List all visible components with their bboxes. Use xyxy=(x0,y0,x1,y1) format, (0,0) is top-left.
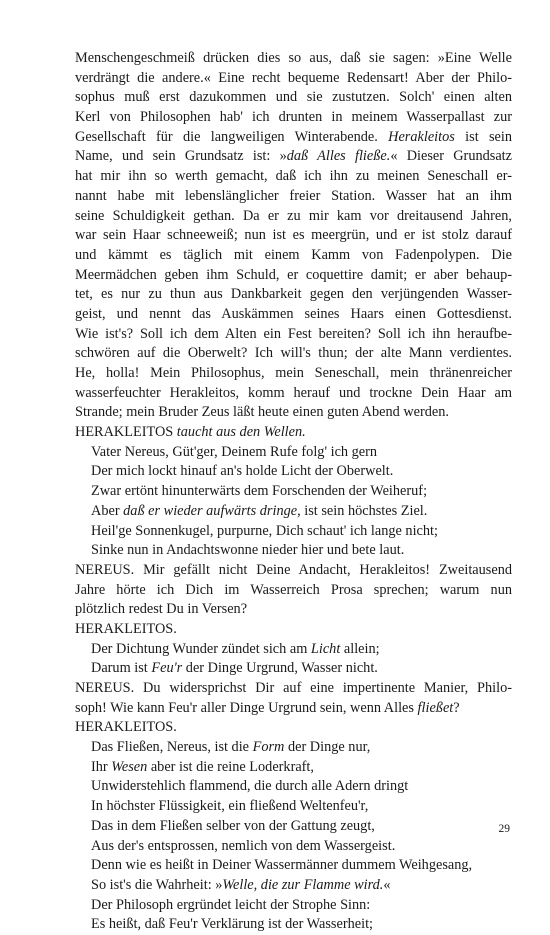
text-line xyxy=(75,69,512,89)
text-run: « xyxy=(383,876,391,893)
text-line xyxy=(75,187,512,207)
italic-text: Herakleitos xyxy=(388,128,455,145)
text-line xyxy=(75,364,512,384)
verse-line xyxy=(75,502,512,522)
text-line xyxy=(75,600,512,620)
text-run: der Dinge nur, xyxy=(284,739,371,756)
text-run: Der Dichtung Wunder zündet sich am xyxy=(91,640,311,657)
text-line xyxy=(75,620,512,640)
text-line xyxy=(75,679,512,699)
italic-text: Licht xyxy=(310,640,341,657)
body-text xyxy=(75,49,512,935)
text-run: Aber xyxy=(91,502,124,519)
text-line xyxy=(75,128,512,148)
text-run: Aus der's entsprossen, nemlich von dem Wassergeist. xyxy=(91,837,396,854)
italic-text: Wesen xyxy=(111,758,148,775)
text-run: Ihr xyxy=(91,758,112,775)
verse-line xyxy=(75,797,512,817)
text-line xyxy=(75,699,512,719)
verse-line xyxy=(75,896,512,916)
text-run: He, holla! Mein Philosophus, mein Seneschall, mein thränenreicher xyxy=(75,365,512,381)
text-run: und kämmt es täglich mit einem Kamm von Fadenpolypen. Die xyxy=(75,246,512,263)
text-line xyxy=(75,718,512,738)
text-run: Sinke nun in Andachtswonne nieder hier und bete laut. xyxy=(91,542,405,559)
verse-line xyxy=(75,837,512,857)
text-line xyxy=(75,167,512,187)
verse-line xyxy=(75,876,512,896)
text-line xyxy=(75,403,512,423)
text-run: Wie ist's? Soll ich dem Alten ein Fest bereiten? Soll ich ihn heraufbe- xyxy=(75,325,512,342)
verse-line xyxy=(75,522,512,542)
text-line xyxy=(75,246,512,266)
page-number: 29 xyxy=(498,823,510,835)
text-run: HERAKLEITOS. xyxy=(75,719,177,736)
text-run: HERAKLEITOS. xyxy=(75,620,177,637)
text-run: NEREUS. Du widersprichst Dir auf eine impertinente Manier, Philo- xyxy=(75,680,512,696)
text-run: Es heißt, daß Feu'r Verklärung ist der Wasserheit; xyxy=(91,916,374,933)
text-line xyxy=(75,266,512,286)
text-line xyxy=(75,423,512,443)
text-run: hat mir ihn so werth gemacht, daß ich ihn zu meinen Seneschall er- xyxy=(75,168,512,185)
verse-line xyxy=(75,443,512,463)
text-run: Das Fließen, Nereus, ist die xyxy=(91,739,253,756)
text-run: Vater Nereus, Güt'ger, Deinem Rufe folg' ich gern xyxy=(91,443,378,460)
text-line xyxy=(75,581,512,601)
text-line xyxy=(75,108,512,128)
verse-line xyxy=(75,482,512,502)
italic-text: Feu'r xyxy=(151,660,183,677)
verse-line xyxy=(75,659,512,679)
text-run: soph! Wie kann Feu'r aller Dinge Urgrund sein, wenn Alles xyxy=(75,699,418,716)
verse-line xyxy=(75,817,512,837)
text-line xyxy=(75,384,512,404)
text-run: der Dinge Urgrund, Wasser nicht. xyxy=(182,660,378,677)
text-line xyxy=(75,147,512,167)
italic-text: taucht aus den Wellen. xyxy=(176,424,306,441)
italic-text: Welle, die zur Flamme wird. xyxy=(222,876,384,893)
text-run: sophus muß erst dazukommen und sie zustutzen. Solch' einen alten xyxy=(75,89,512,106)
text-run: Heil'ge Sonnenkugel, purpurne, Dich schaut' ich lange nicht; xyxy=(91,522,438,539)
text-run: Strande; mein Bruder Zeus läßt heute einen guten Abend werden. xyxy=(75,404,449,421)
italic-text: daß er wieder aufwärts dringe xyxy=(123,502,298,519)
text-run: Denn wie es heißt in Deiner Wassermänner dummem Weihgesang, xyxy=(91,857,473,874)
text-line xyxy=(75,49,512,69)
text-run: HERAKLEITOS xyxy=(75,424,177,441)
text-run: aber ist die reine Loderkraft, xyxy=(147,758,314,775)
text-run: « Dieser Grundsatz xyxy=(390,148,512,165)
text-line xyxy=(75,88,512,108)
text-line xyxy=(75,325,512,345)
text-run: Der mich lockt hinauf an's holde Licht der Oberwelt. xyxy=(91,463,394,480)
text-line xyxy=(75,226,512,246)
text-line xyxy=(75,305,512,325)
verse-line xyxy=(75,640,512,660)
text-run: Menschengeschmeiß drücken dies so aus, daß sie sagen: »Eine Welle xyxy=(75,50,512,66)
verse-line xyxy=(75,777,512,797)
text-run: Darum ist xyxy=(91,660,152,677)
verse-line xyxy=(75,856,512,876)
text-run: Das in dem Fließen selber von der Gattung zeugt, xyxy=(91,817,375,834)
text-run: schwören auf die Oberwelt? Ich will's thun; der alte Mann verdientes. xyxy=(75,345,512,362)
verse-line xyxy=(75,541,512,561)
text-run: war sein Haar schneeweiß; nun ist es meergrün, und er ist stolz darauf xyxy=(75,227,512,244)
text-run: So ist's die Wahrheit: » xyxy=(91,876,223,893)
italic-text: Form xyxy=(252,739,285,756)
text-run: , ist sein höchstes Ziel. xyxy=(297,502,428,519)
italic-text: daß Alles fließe. xyxy=(286,148,391,165)
text-run: Zwar ertönt hinunterwärts dem Forschenden der Weiheruf; xyxy=(91,483,428,500)
text-run: nannt habe mit lebenslänglicher freier Station. Wasser hat an ihm xyxy=(75,187,512,204)
text-run: Gesellschaft für die langweiligen Winterabende. xyxy=(75,128,389,145)
text-run: Unwiderstehlich flammend, die durch alle Adern dringt xyxy=(91,778,409,795)
text-line xyxy=(75,344,512,364)
text-run: plötzlich redest Du in Versen? xyxy=(75,601,248,618)
text-run: ? xyxy=(453,699,460,716)
text-run: Kerl von Philosophen hab' ich drunten in meinem Wasserpallast zur xyxy=(75,109,512,126)
text-run: geist, und nennt das Auskämmen seines Haars einen Gottesdienst. xyxy=(75,305,512,322)
text-run: wasserfeuchter Herakleitos, komm herauf und trockne Dein Haar am xyxy=(75,384,512,401)
verse-line xyxy=(75,758,512,778)
verse-line xyxy=(75,462,512,482)
text-run: ist sein xyxy=(454,128,513,145)
text-run: Jahre hörte ich Dich im Wasserreich Prosa sprechen; warum nun xyxy=(75,581,512,598)
verse-line xyxy=(75,915,512,935)
text-run: Der Philosoph ergründet leicht der Strophe Sinn: xyxy=(91,896,371,913)
italic-text: fließet xyxy=(417,699,454,716)
text-run: NEREUS. Mir gefällt nicht Deine Andacht, Herakleitos! Zweitausend xyxy=(75,561,512,578)
text-run: In höchster Flüssigkeit, ein fließend Weltenfeu'r, xyxy=(91,798,369,815)
text-run: seine Schuldigkeit gethan. Da er zu mir kam vor dreitausend Jahren, xyxy=(75,207,512,224)
text-line xyxy=(75,207,512,227)
text-run: verdrängt die andere.« Eine recht bequeme Redensart! Aber der Philo- xyxy=(75,69,512,86)
verse-line xyxy=(75,738,512,758)
text-run: tet, es nur zu thun aus Dankbarkeit gegen den verjüngenden Wasser- xyxy=(75,286,512,303)
text-line xyxy=(75,285,512,305)
text-line xyxy=(75,561,512,581)
text-run: allein; xyxy=(340,640,380,657)
text-run: Meermädchen geben ihm Schuld, er coquettire damit; er aber behaup- xyxy=(75,266,512,283)
text-run: Name, und sein Grundsatz ist: » xyxy=(75,148,287,165)
